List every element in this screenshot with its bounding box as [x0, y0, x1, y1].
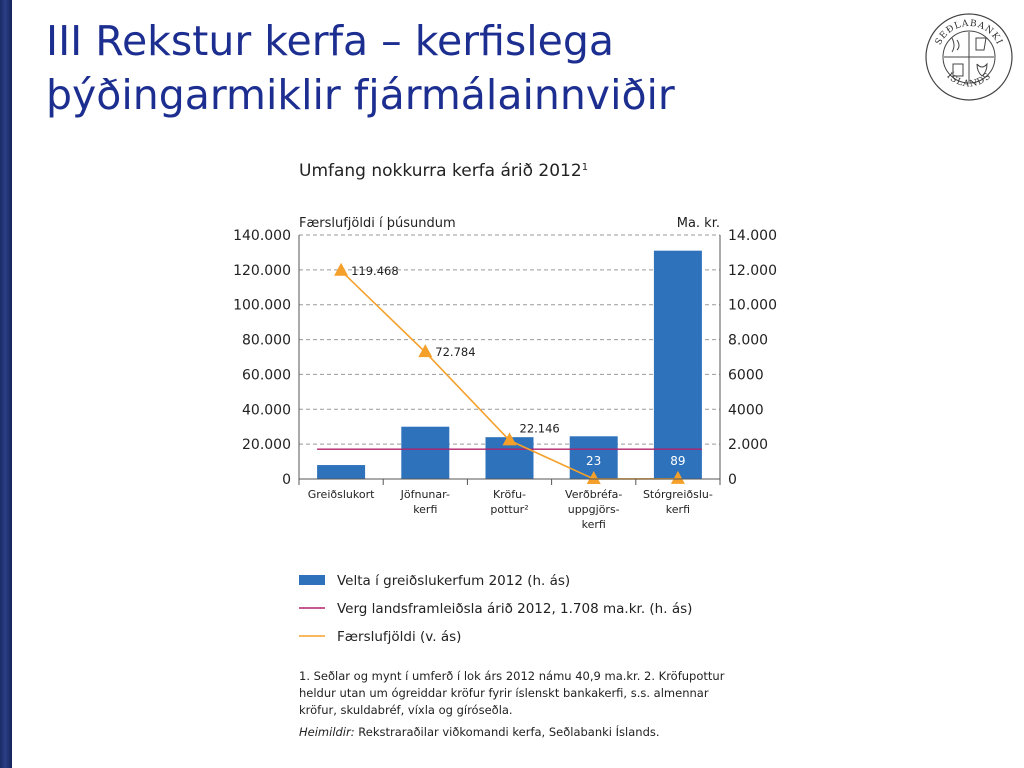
bar — [317, 465, 365, 479]
legend-swatch-bar — [299, 575, 325, 585]
legend-label: Verg landsframleiðsla árið 2012, 1.708 ma.kr. (h. ás) — [337, 601, 693, 617]
right-tick-label: 4000 — [728, 402, 764, 419]
line-point-marker — [334, 263, 348, 276]
left-tick-label: 40.000 — [242, 402, 291, 419]
left-tick-label: 120.000 — [233, 262, 291, 279]
chart — [220, 150, 780, 750]
left-decorative-stripe — [0, 0, 12, 768]
left-axis-label: Færslufjöldi í þúsundum — [299, 216, 456, 231]
category-label: Kröfu-pottur² — [490, 488, 529, 516]
category-label: Stórgreiðslu-kerfi — [642, 488, 713, 516]
svg-text:ÍSLANDS: ÍSLANDS — [944, 71, 994, 90]
chart-container — [220, 150, 780, 750]
category-label: Jöfnunar-kerfi — [400, 488, 450, 516]
footnote-line2: heldur utan um ógreiddar kröfur fyrir íslenskt bankakerfi, s.s. almennar — [299, 686, 709, 700]
left-tick-label: 0 — [282, 472, 291, 488]
right-tick-label: 0 — [728, 472, 737, 488]
data-label: 119.468 — [351, 263, 399, 278]
left-tick-label: 20.000 — [242, 437, 291, 454]
central-bank-seal-logo — [924, 12, 1014, 102]
right-tick-label: 10.000 — [728, 297, 777, 314]
right-tick-label: 6000 — [728, 367, 764, 384]
right-tick-label: 12.000 — [728, 262, 777, 279]
data-label: 72.784 — [435, 345, 476, 360]
data-label: 22.146 — [519, 421, 560, 436]
data-label: 89 — [670, 454, 686, 468]
left-tick-label: 80.000 — [242, 332, 291, 349]
bar — [401, 427, 449, 479]
data-label: 23 — [586, 454, 602, 468]
chart-legend — [299, 573, 692, 645]
right-axis-label: Ma. kr. — [676, 216, 720, 231]
legend-label: Velta í greiðslukerfum 2012 (h. ás) — [337, 573, 571, 589]
slide-title — [46, 14, 886, 122]
slide-title-line2: þýðingarmiklir fjármálainnviðir — [46, 71, 675, 119]
legend-label: Færslufjöldi (v. ás) — [337, 629, 462, 645]
bar — [654, 251, 702, 479]
right-tick-label: 2.000 — [728, 437, 769, 454]
svg-text:SEÐLABANKI: SEÐLABANKI — [933, 18, 1005, 47]
category-label: Verðbréfa-uppgjörs-kerfi — [565, 488, 623, 531]
left-tick-label: 60.000 — [242, 367, 291, 384]
left-tick-label: 100.000 — [233, 297, 291, 314]
source-note: Heimildir: Rekstraraðilar viðkomandi kerfa, Seðlabanki Íslands. — [299, 725, 660, 739]
line-point-marker — [418, 344, 432, 357]
chart-title: Umfang nokkurra kerfa árið 2012$^1$ — [299, 161, 589, 181]
right-tick-label: 14.000 — [728, 228, 777, 244]
footnote-line3: kröfur, skuldabréf, víxla og gíróseðla. — [299, 703, 513, 717]
slide-title-line1: III Rekstur kerfa – kerfislega — [46, 17, 615, 65]
left-tick-label: 140.000 — [233, 228, 291, 244]
right-tick-label: 8.000 — [728, 332, 769, 349]
category-label: Greiðslukort — [307, 488, 375, 501]
chart-footnote — [299, 669, 725, 739]
footnote-line1: 1. Seðlar og mynt í umferð í lok árs 2012 námu 40,9 ma.kr. 2. Kröfupottur — [299, 669, 725, 683]
